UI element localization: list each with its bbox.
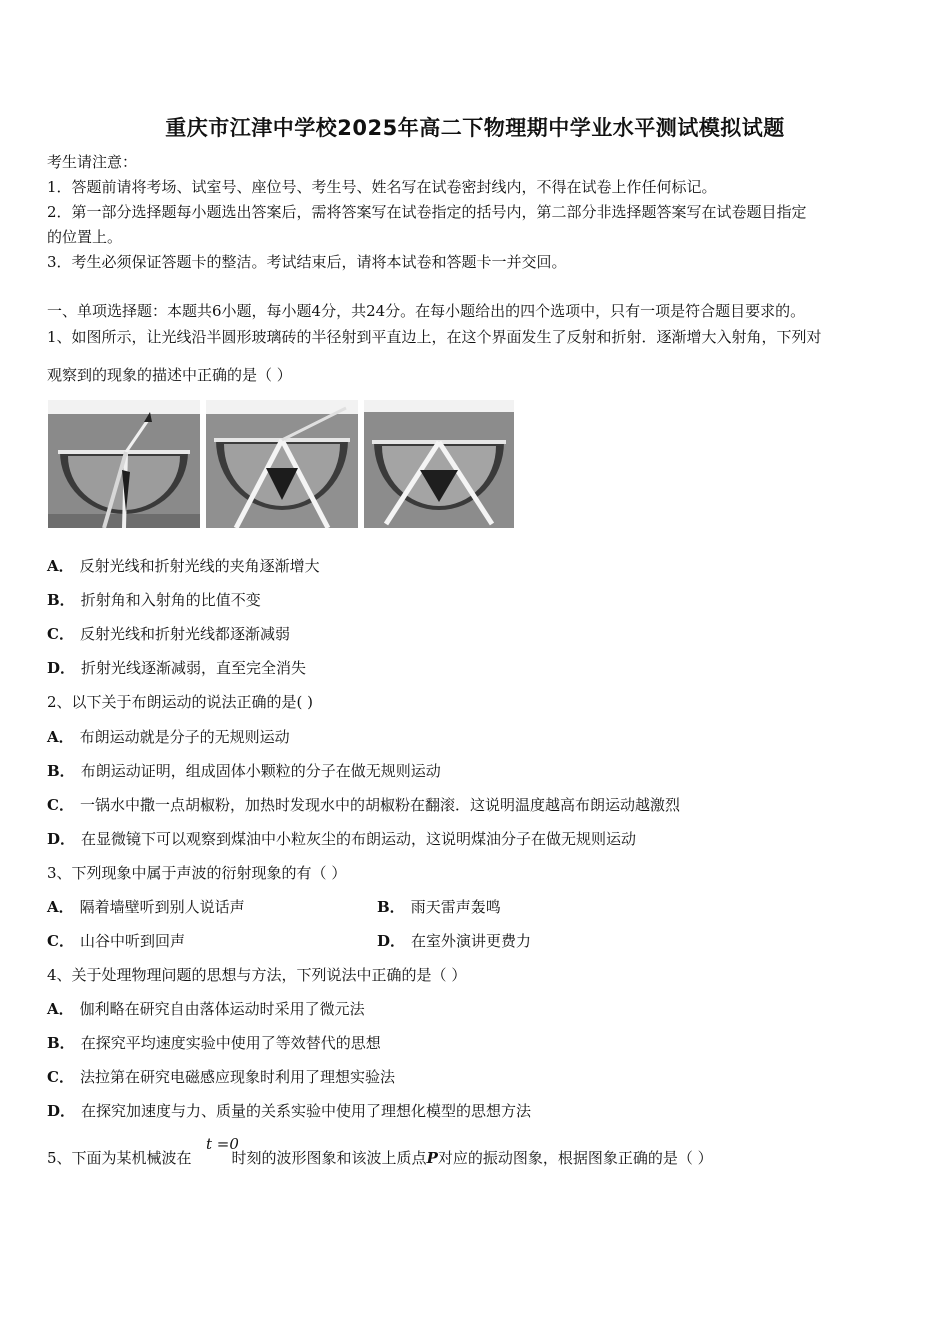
math-t-equals-zero: t =0 [206, 1135, 239, 1153]
option-line [47, 1101, 906, 1121]
question-1-stem: 1、如图所示，让光线沿半圆形玻璃砖的半径射到平直边上，在这个界面发生了反射和折射．逐渐增大入射角，下列对 [47, 328, 822, 346]
option-label: C． [47, 932, 74, 950]
option-label: A． [47, 898, 74, 916]
option-line [47, 590, 906, 610]
refraction-photo-1 [48, 400, 200, 528]
option-label: D． [47, 659, 76, 677]
option-line [47, 829, 906, 849]
q5-suffix: 对应的振动图象，根据图象正确的是（ ） [437, 1149, 713, 1167]
question-5-stem [47, 1148, 906, 1168]
option-label: A． [47, 557, 74, 575]
question-4-stem: 4、关于处理物理问题的思想与方法，下列说法中正确的是（ ） [47, 966, 467, 984]
option-text: 反射光线和折射光线的夹角逐渐增大 [79, 557, 320, 575]
section-heading: 一、单项选择题：本题共6小题，每小题4分，共24分。在每小题给出的四个选项中，只有一项是符合题目要求的。 [47, 302, 806, 320]
option-label: C． [47, 1068, 74, 1086]
q5-prefix: 5、下面为某机械波在 [47, 1149, 192, 1167]
option-label: A． [47, 728, 74, 746]
option-text: 在探究加速度与力、质量的关系实验中使用了理想化模型的思想方法 [81, 1102, 532, 1120]
option-label: D． [47, 830, 76, 848]
option-text: 在探究平均速度实验中使用了等效替代的思想 [80, 1034, 381, 1052]
option-text: 山谷中听到回声 [79, 932, 185, 950]
option-label: D． [47, 1102, 76, 1120]
option-label: A． [47, 1000, 74, 1018]
option-line [47, 897, 906, 917]
option-text: 布朗运动证明，组成固体小颗粒的分子在做无规则运动 [80, 762, 441, 780]
notice-item: 3．考生必须保证答题卡的整洁。考试结束后，请将本试卷和答题卡一并交回。 [47, 253, 567, 271]
option-text: 一锅水中撒一点胡椒粉，加热时发现水中的胡椒粉在翻滚．这说明温度越高布朗运动越激烈 [79, 796, 680, 814]
option-label: C． [47, 625, 74, 643]
option-line [47, 1067, 906, 1087]
option-label: B． [47, 762, 75, 780]
point-p-label: P [426, 1149, 438, 1167]
option-text: 雨天雷声轰鸣 [410, 898, 501, 916]
option-line [47, 727, 906, 747]
option-text: 折射光线逐渐减弱，直至完全消失 [81, 659, 307, 677]
notice-item: 的位置上。 [47, 228, 123, 246]
option-line [47, 999, 906, 1019]
option-line [47, 624, 906, 644]
option-col2 [377, 931, 531, 951]
q5-middle: 时刻的波形图象和该波上质点 [231, 1149, 427, 1167]
option-col2 [377, 897, 501, 917]
option-line [47, 795, 906, 815]
option-line [47, 1033, 906, 1053]
question-2-stem: 2、以下关于布朗运动的说法正确的是( ) [47, 693, 314, 711]
question-3-stem: 3、下列现象中属于声波的衍射现象的有（ ） [47, 864, 347, 882]
notice-heading: 考生请注意： [47, 153, 138, 171]
option-label: D． [377, 932, 406, 950]
option-text: 布朗运动就是分子的无规则运动 [79, 728, 290, 746]
question-1-stem-cont: 观察到的现象的描述中正确的是（ ） [47, 366, 292, 384]
refraction-photo-2 [206, 400, 358, 528]
option-line [47, 556, 906, 576]
option-label: C． [47, 796, 74, 814]
option-label: B． [47, 591, 75, 609]
notice-item: 2．第一部分选择题每小题选出答案后，需将答案写在试卷指定的括号内，第二部分非选择题答案写在试卷题目指定 [47, 203, 807, 221]
option-text: 隔着墙壁听到别人说话声 [79, 898, 245, 916]
option-text: 折射角和入射角的比值不变 [80, 591, 261, 609]
option-text: 在室外演讲更费力 [411, 932, 532, 950]
option-text: 伽利略在研究自由落体运动时采用了微元法 [79, 1000, 365, 1018]
option-text: 反射光线和折射光线都逐渐减弱 [79, 625, 290, 643]
refraction-photo-3 [364, 400, 514, 528]
option-label: B． [377, 898, 405, 916]
option-text: 在显微镜下可以观察到煤油中小粒灰尘的布朗运动，这说明煤油分子在做无规则运动 [81, 830, 637, 848]
notice-item: 1．答题前请将考场、试室号、座位号、考生号、姓名写在试卷密封线内，不得在试卷上作任何标记。 [47, 178, 717, 196]
option-text: 法拉第在研究电磁感应现象时利用了理想实验法 [79, 1068, 395, 1086]
option-line [47, 761, 906, 781]
page-title: 重庆市江津中学校2025年高二下物理期中学业水平测试模拟试题 [165, 116, 785, 140]
option-line [47, 931, 906, 951]
option-label: B． [47, 1034, 75, 1052]
question-1-figure [48, 400, 518, 530]
option-line [47, 658, 906, 678]
